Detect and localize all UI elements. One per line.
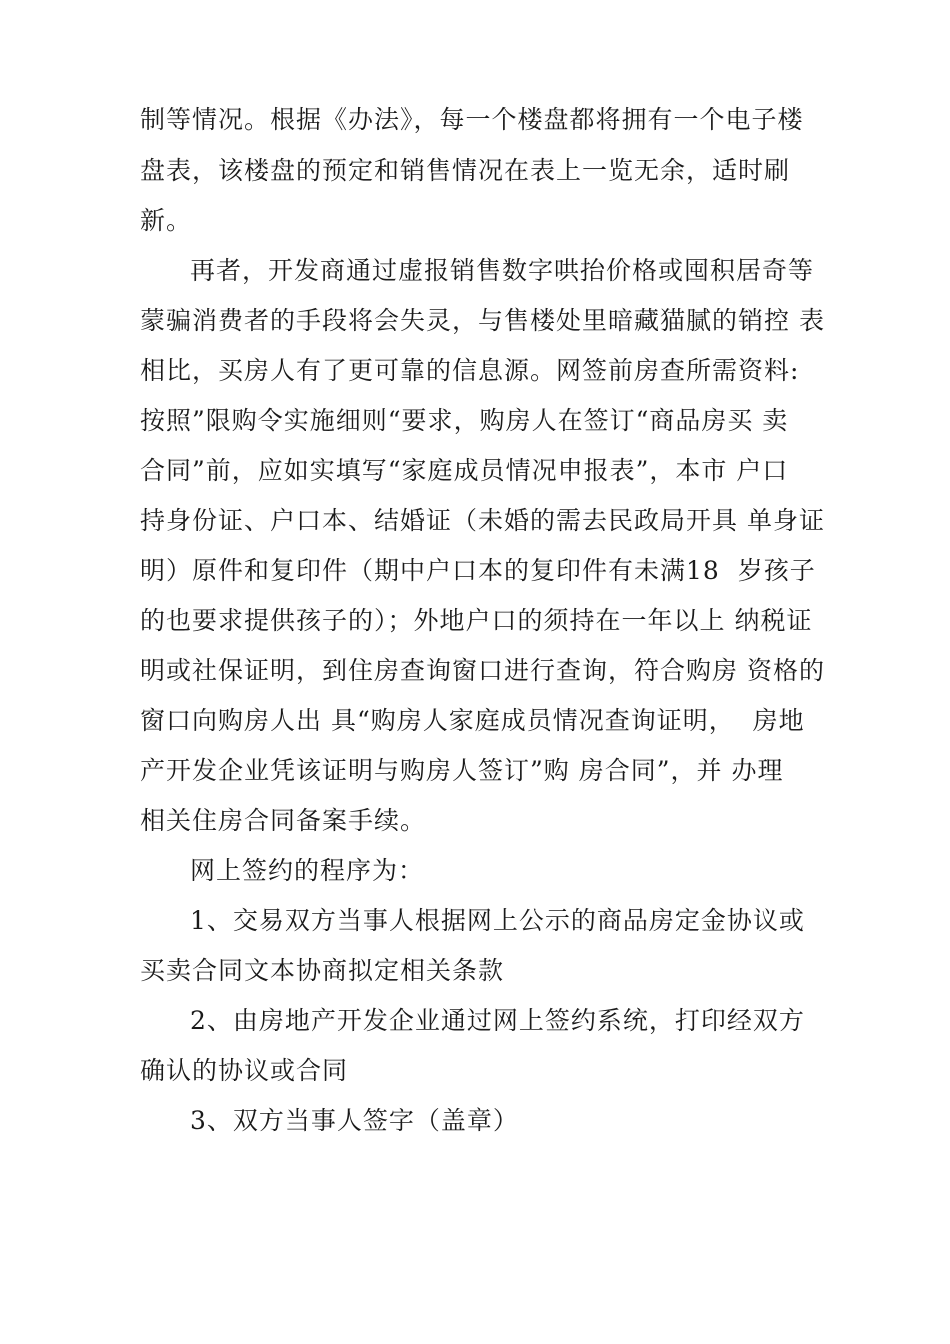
list-item: 1、交易双方当事人根据网上公示的商品房定金协议或 bbox=[190, 906, 805, 935]
paragraph-line: 持身份证、户口本、结婚证（未婚的需去民政局开具 单身证 bbox=[140, 506, 825, 535]
paragraph-line: 明或社保证明，到住房查询窗口进行查询，符合购房 资格的 bbox=[140, 656, 825, 685]
paragraph-line: 蒙骗消费者的手段将会失灵，与售楼处里暗藏猫腻的销控 表 bbox=[140, 306, 825, 335]
paragraph-line: 窗口向购房人出 具“购房人家庭成员情况查询证明， 房地 bbox=[140, 706, 805, 735]
paragraph-line: 相比，买房人有了更可靠的信息源。网签前房查所需资料: bbox=[140, 356, 800, 385]
paragraph-line: 再者，开发商通过虚报销售数字哄抬价格或囤积居奇等 bbox=[190, 256, 815, 285]
paragraph-line: 产开发企业凭该证明与购房人签订”购 房合同”，并 办理 bbox=[140, 756, 784, 785]
list-item-continuation: 买卖合同文本协商拟定相关条款 bbox=[140, 956, 505, 985]
paragraph-line: 明）原件和复印件（期中户口本的复印件有未满18 岁孩子 bbox=[140, 556, 816, 585]
paragraph-line: 合同”前，应如实填写“家庭成员情况申报表”，本市 户口 bbox=[140, 456, 789, 485]
paragraph-line: 盘表，该楼盘的预定和销售情况在表上一览无余，适时刷 bbox=[140, 156, 791, 185]
paragraph-line: 相关住房合同备案手续。 bbox=[140, 806, 427, 835]
paragraph-line: 制等情况。根据《办法》，每一个楼盘都将拥有一个电子楼 bbox=[140, 105, 804, 134]
list-item-continuation: 确认的协议或合同 bbox=[140, 1056, 349, 1085]
list-item: 3、双方当事人签字（盖章） bbox=[190, 1106, 519, 1135]
paragraph-line: 的也要求提供孩子的）；外地户口的须持在一年以上 纳税证 bbox=[140, 606, 813, 635]
paragraph-line: 按照”限购令实施细则“要求，购房人在签订“商品房买 卖 bbox=[140, 406, 789, 435]
paragraph-line: 网上签约的程序为： bbox=[190, 856, 425, 885]
paragraph-line: 新。 bbox=[140, 206, 193, 235]
list-item: 2、由房地产开发企业通过网上签约系统，打印经双方 bbox=[190, 1006, 805, 1035]
